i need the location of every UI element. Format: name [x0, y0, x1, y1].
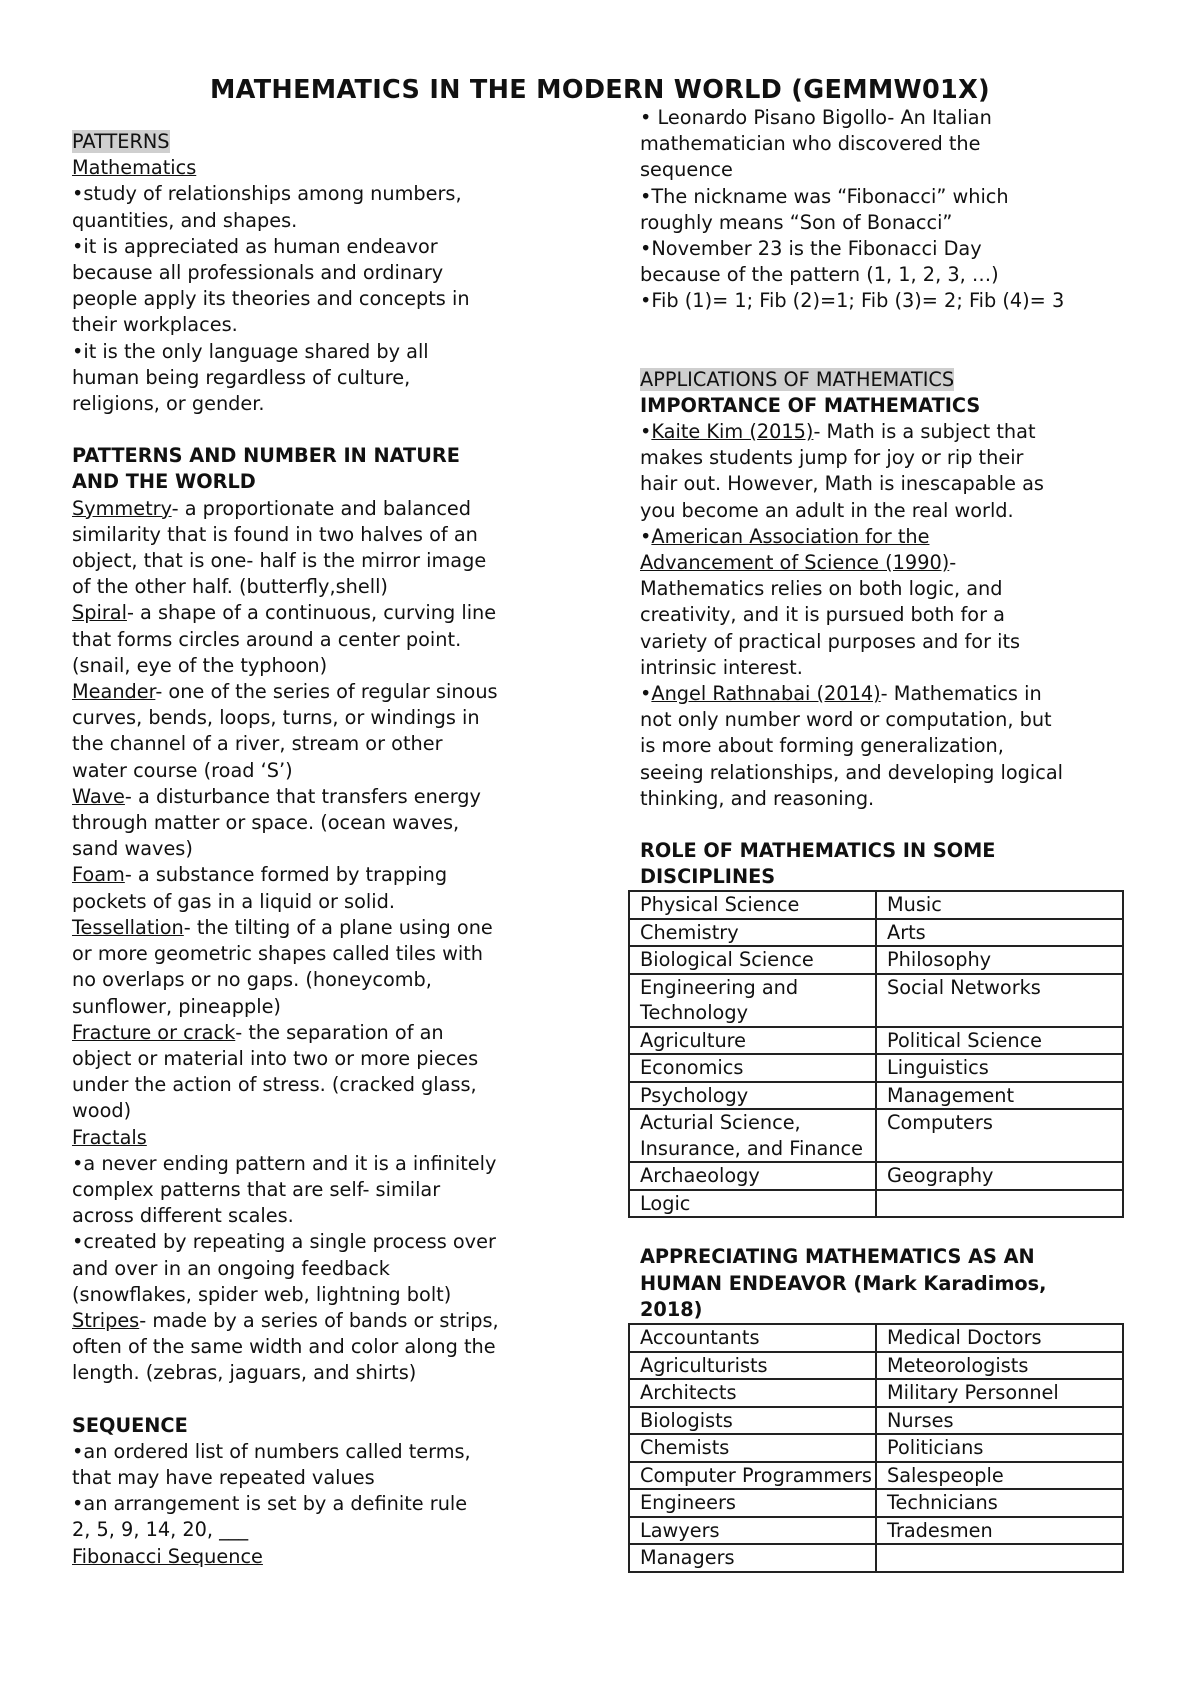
citation-text-line: not only number word or computation, but — [640, 708, 1052, 732]
term-definition — [72, 784, 592, 810]
term-name: Fracture or crack — [72, 1020, 236, 1044]
citation-line — [640, 524, 1140, 550]
fractals-label — [72, 1125, 592, 1151]
mathematics-text-line: •it is the only language shared by all — [72, 339, 429, 363]
term-text-line: curves, bends, loops, turns, or windings in — [72, 706, 480, 730]
patterns-nature-heading: PATTERNS AND NUMBER IN NATURE — [72, 444, 460, 468]
table-cell: Chemistry — [629, 919, 876, 947]
role-heading: ROLE OF MATHEMATICS IN SOME — [640, 839, 996, 863]
term-definition — [72, 915, 592, 941]
mathematics-text-line: •study of relationships among numbers, — [72, 182, 462, 206]
term-name: Symmetry — [72, 496, 172, 520]
term-text: - the separation of an — [235, 1020, 444, 1044]
table-cell: Computer Programmers — [629, 1462, 876, 1490]
table-row — [629, 919, 1123, 947]
right-column — [640, 105, 1140, 1573]
term-text-line: sand waves) — [72, 837, 193, 861]
bullet: • — [640, 420, 652, 444]
table-cell: Architects — [629, 1379, 876, 1407]
table-row — [629, 1489, 1123, 1517]
fractals-text-line: complex patterns that are self- similar — [72, 1177, 441, 1201]
table-row — [629, 1190, 1123, 1218]
mathematics-text-line: their workplaces. — [72, 313, 238, 337]
term-text: - a disturbance that transfers energy — [124, 784, 481, 808]
spacer — [640, 812, 1140, 838]
fractals-term: Fractals — [72, 1125, 147, 1149]
table-cell: Archaeology — [629, 1162, 876, 1190]
citation-line — [640, 419, 1140, 445]
term-text: - a proportionate and balanced — [171, 496, 472, 520]
term-text-line: similarity that is found in two halves of an — [72, 522, 478, 546]
mathematics-text-line: because all professionals and ordinary — [72, 261, 444, 285]
appreciating-heading: 2018) — [640, 1297, 703, 1321]
spacer — [72, 417, 592, 443]
table-cell: Nurses — [876, 1407, 1123, 1435]
table-row — [629, 1054, 1123, 1082]
table-cell: Chemists — [629, 1434, 876, 1462]
table-cell: Meteorologists — [876, 1352, 1123, 1380]
fibonacci-text-line: •The nickname was “Fibonacci” which — [640, 184, 1009, 208]
term-text-line: that forms circles around a center point. — [72, 627, 462, 651]
table-row — [629, 1407, 1123, 1435]
citation-text: - Math is a subject that — [813, 420, 1036, 444]
term-text-line: often of the same width and color along the — [72, 1335, 496, 1359]
patterns-label: PATTERNS — [72, 130, 170, 153]
term-text: - a shape of a continuous, curving line — [126, 601, 497, 625]
term-name: Wave — [72, 784, 125, 808]
term-text-line: the channel of a river, stream or other — [72, 732, 443, 756]
term-text-line: sunflower, pineapple) — [72, 994, 281, 1018]
fractals-text-line: •a never ending pattern and it is a infinitely — [72, 1151, 497, 1175]
table-cell: Military Personnel — [876, 1379, 1123, 1407]
citation-text-line: variety of practical purposes and for its — [640, 629, 1021, 653]
appreciating-heading: HUMAN ENDEAVOR (Mark Karadimos, — [640, 1271, 1047, 1295]
role-disciplines-table — [628, 890, 1124, 1218]
term-text-line: length. (zebras, jaguars, and shirts) — [72, 1361, 417, 1385]
citation-text: - — [949, 551, 957, 575]
role-heading: DISCIPLINES — [640, 865, 776, 889]
table-cell: Biologists — [629, 1407, 876, 1435]
term-text: - made by a series of bands or strips, — [139, 1308, 499, 1332]
fibonacci-text-line: •Fib (1)= 1; Fib (2)=1; Fib (3)= 2; Fib (4)= 3 — [640, 289, 1065, 313]
term-definition — [72, 1308, 592, 1334]
term-definition — [72, 679, 592, 705]
term-definition — [72, 496, 592, 522]
spacer — [640, 315, 1140, 341]
citation-text: - Mathematics in — [880, 682, 1042, 706]
mathematics-text-line: human being regardless of culture, — [72, 365, 411, 389]
table-cell: Geography — [876, 1162, 1123, 1190]
table-cell: Salespeople — [876, 1462, 1123, 1490]
table-cell: Politicians — [876, 1434, 1123, 1462]
table-cell: Music — [876, 891, 1123, 919]
term-name: Stripes — [72, 1308, 140, 1332]
term-text-line: pockets of gas in a liquid or solid. — [72, 889, 395, 913]
spacer — [640, 1218, 1140, 1244]
table-row — [629, 1027, 1123, 1055]
bullet: • — [640, 682, 652, 706]
term-text-line: object, that is one- half is the mirror image — [72, 549, 487, 573]
citation-source: Angel Rathnabai (2014) — [651, 682, 881, 706]
term-text-line: of the other half. (butterfly,shell) — [72, 575, 388, 599]
sequence-text-line: •an arrangement is set by a definite rule — [72, 1492, 468, 1516]
citation-line — [640, 550, 1140, 576]
table-cell: Arts — [876, 919, 1123, 947]
mathematics-text-line: quantities, and shapes. — [72, 208, 298, 232]
mathematics-text-line: people apply its theories and concepts in — [72, 287, 470, 311]
term-definition — [72, 862, 592, 888]
spacer — [640, 341, 1140, 367]
table-row — [629, 891, 1123, 919]
table-cell: Computers — [876, 1109, 1123, 1162]
table-row — [629, 1082, 1123, 1110]
term-definition — [72, 600, 592, 626]
term-text-line: or more geometric shapes called tiles with — [72, 942, 483, 966]
fibonacci-label — [72, 1544, 592, 1570]
table-row — [629, 1109, 1123, 1162]
term-name: Foam — [72, 863, 125, 887]
citation-source: Kaite Kim (2015) — [651, 420, 814, 444]
table-row — [629, 1162, 1123, 1190]
table-cell: Logic — [629, 1190, 876, 1218]
table-row — [629, 1434, 1123, 1462]
term-text-line: object or material into two or more pieces — [72, 1046, 479, 1070]
fibonacci-text-line: because of the pattern (1, 1, 2, 3, …) — [640, 263, 999, 287]
citation-text-line: makes students jump for joy or rip their — [640, 446, 1024, 470]
citation-text-line: seeing relationships, and developing logical — [640, 760, 1063, 784]
applications-label: APPLICATIONS OF MATHEMATICS — [640, 367, 955, 391]
table-cell: Acturial Science, Insurance, and Finance — [629, 1109, 876, 1162]
table-cell — [876, 1190, 1123, 1218]
term-name: Spiral — [72, 601, 127, 625]
table-cell: Economics — [629, 1054, 876, 1082]
sequence-text-line: that may have repeated values — [72, 1465, 375, 1489]
fractals-text-line: and over in an ongoing feedback — [72, 1256, 390, 1280]
fractals-text-line: across different scales. — [72, 1204, 294, 1228]
table-cell: Lawyers — [629, 1517, 876, 1545]
table-cell: Linguistics — [876, 1054, 1123, 1082]
patterns-nature-heading: AND THE WORLD — [72, 470, 256, 494]
term-text: - one of the series of regular sinous — [155, 680, 498, 704]
table-row — [629, 1324, 1123, 1352]
sequence-text-line: 2, 5, 9, 14, 20, ___ — [72, 1518, 249, 1542]
sequence-heading: SEQUENCE — [72, 1413, 188, 1437]
citation-text-line: hair out. However, Math is inescapable as — [640, 472, 1044, 496]
fractals-text-line: •created by repeating a single process over — [72, 1230, 496, 1254]
term-name: Tessellation — [72, 915, 184, 939]
table-cell: Engineering and Technology — [629, 974, 876, 1027]
spacer — [72, 1387, 592, 1413]
table-row — [629, 1462, 1123, 1490]
mathematics-label — [72, 155, 592, 181]
table-row — [629, 946, 1123, 974]
table-cell: Physical Science — [629, 891, 876, 919]
bullet: • — [640, 524, 652, 548]
mathematics-text-line: religions, or gender. — [72, 392, 265, 416]
term-text-line: wood) — [72, 1099, 132, 1123]
citation-text-line: thinking, and reasoning. — [640, 786, 875, 810]
term-text-line: under the action of stress. (cracked glass, — [72, 1073, 477, 1097]
term-text-line: through matter or space. (ocean waves, — [72, 811, 460, 835]
table-row — [629, 1544, 1123, 1572]
table-row — [629, 1379, 1123, 1407]
citation-text-line: is more about forming generalization, — [640, 734, 1004, 758]
table-cell: Biological Science — [629, 946, 876, 974]
citation-text-line: Mathematics relies on both logic, and — [640, 577, 1003, 601]
table-cell: Social Networks — [876, 974, 1123, 1027]
left-column — [72, 129, 592, 1570]
table-cell: Philosophy — [876, 946, 1123, 974]
citation-line — [640, 681, 1140, 707]
term-text: - a substance formed by trapping — [124, 863, 448, 887]
term-text-line: (snail, eye of the typhoon) — [72, 653, 328, 677]
mathematics-text-line: •it is appreciated as human endeavor — [72, 234, 438, 258]
table-cell: Accountants — [629, 1324, 876, 1352]
table-cell: Technicians — [876, 1489, 1123, 1517]
applications-section-label — [640, 367, 1140, 393]
citation-source: American Association for the — [651, 524, 930, 548]
page-title: MATHEMATICS IN THE MODERN WORLD (GEMMW01X) — [210, 75, 990, 105]
appreciating-heading: APPRECIATING MATHEMATICS AS AN — [640, 1245, 1035, 1269]
fibonacci-text-line: mathematician who discovered the — [640, 132, 981, 156]
patterns-section-label — [72, 129, 592, 155]
table-cell: Medical Doctors — [876, 1324, 1123, 1352]
table-cell: Management — [876, 1082, 1123, 1110]
table-row — [629, 1352, 1123, 1380]
fibonacci-text-line: sequence — [640, 158, 733, 182]
citation-text-line: you become an adult in the real world. — [640, 498, 1014, 522]
table-cell: Psychology — [629, 1082, 876, 1110]
term-text: - the tilting of a plane using one — [183, 915, 493, 939]
table-cell: Tradesmen — [876, 1517, 1123, 1545]
table-cell — [876, 1544, 1123, 1572]
sequence-text-line: •an ordered list of numbers called terms, — [72, 1439, 471, 1463]
table-cell: Political Science — [876, 1027, 1123, 1055]
table-cell: Managers — [629, 1544, 876, 1572]
table-cell: Engineers — [629, 1489, 876, 1517]
term-name: Meander — [72, 680, 156, 704]
term-text-line: no overlaps or no gaps. (honeycomb, — [72, 968, 432, 992]
professions-table — [628, 1323, 1124, 1573]
importance-heading: IMPORTANCE OF MATHEMATICS — [640, 393, 981, 417]
fibonacci-text-line: •November 23 is the Fibonacci Day — [640, 237, 982, 261]
fibonacci-text-line: roughly means “Son of Bonacci” — [640, 210, 953, 234]
fractals-text-line: (snowflakes, spider web, lightning bolt) — [72, 1282, 452, 1306]
table-cell: Agriculturists — [629, 1352, 876, 1380]
citation-source: Advancement of Science (1990) — [640, 551, 950, 575]
table-row — [629, 974, 1123, 1027]
citation-text-line: creativity, and it is pursued both for a — [640, 603, 1005, 627]
fibonacci-text-line: • Leonardo Pisano Bigollo- An Italian — [640, 106, 992, 129]
table-row — [629, 1517, 1123, 1545]
term-text-line: water course (road ‘S’) — [72, 758, 293, 782]
term-definition — [72, 1020, 592, 1046]
fibonacci-term: Fibonacci Sequence — [72, 1544, 263, 1568]
mathematics-term: Mathematics — [72, 156, 197, 180]
table-cell: Agriculture — [629, 1027, 876, 1055]
citation-text-line: intrinsic interest. — [640, 655, 803, 679]
